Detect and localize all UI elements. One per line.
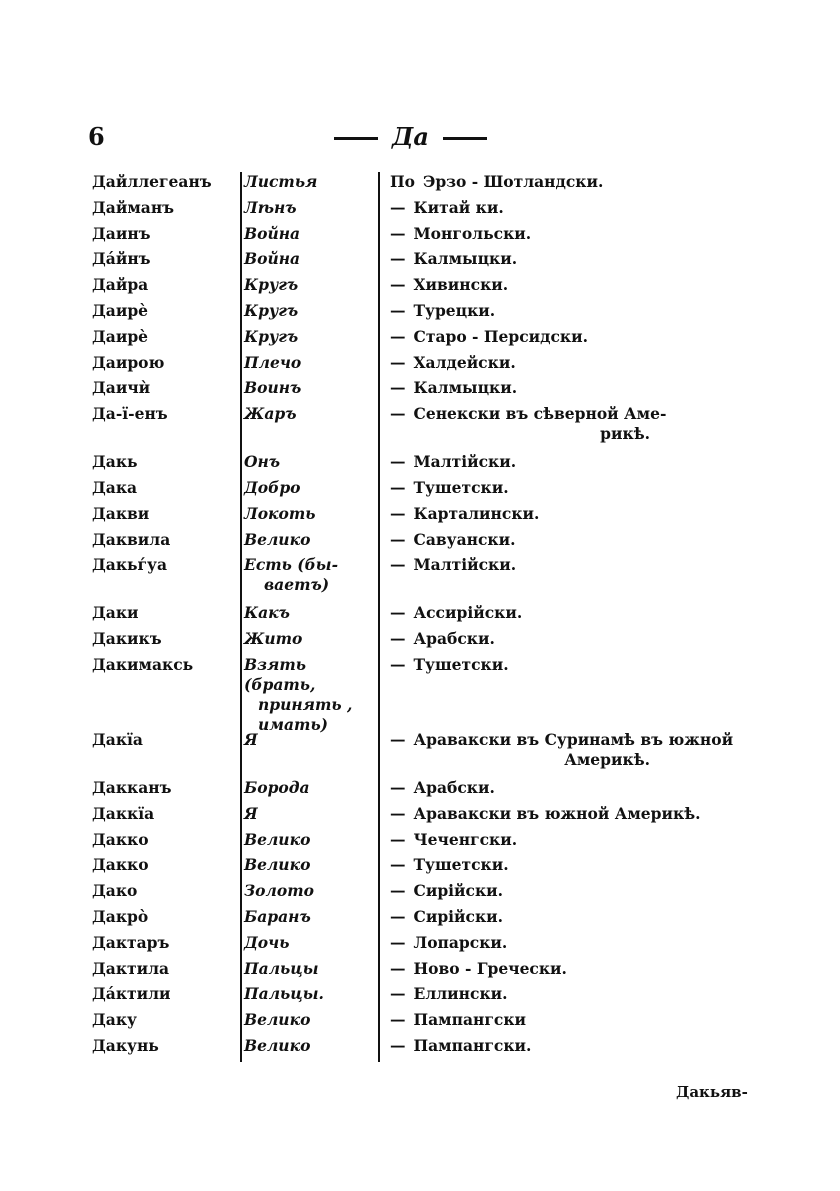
entry-language <box>390 378 760 398</box>
entry-language-text: Пампангски <box>413 1010 527 1030</box>
entry-word: Дайра <box>92 275 149 295</box>
entry-language-text: Аравакски въ Суринамѣ въ южной <box>413 729 734 749</box>
entry-language-text: Арабски. <box>413 629 495 649</box>
entry-dash: — <box>390 378 406 398</box>
entry-word: Дактаръ <box>92 932 170 952</box>
entry-row <box>0 601 840 627</box>
entry-meaning: Велико <box>244 855 311 875</box>
entry-language <box>390 530 760 550</box>
entry-language-continuation: рикѣ. <box>600 424 650 444</box>
entry-language-text: Монгольски. <box>413 223 532 243</box>
entry-row <box>0 325 840 351</box>
head-rule-left <box>334 137 378 140</box>
entry-language <box>390 224 760 244</box>
entry-language <box>390 275 760 295</box>
entry-meaning: Я <box>244 729 258 749</box>
entry-row <box>0 1008 840 1034</box>
entry-language <box>390 1036 760 1056</box>
entry-language-text: Калмыцки. <box>413 378 518 398</box>
entry-word: Даинъ <box>92 223 151 243</box>
entry-language <box>390 452 760 472</box>
entry-dash: — <box>390 881 406 901</box>
entry-row <box>0 853 840 879</box>
entry-language-text: Тушетски. <box>413 654 509 674</box>
entry-meaning <box>244 655 374 735</box>
entry-word: Даккїа <box>92 803 155 823</box>
entry-row <box>0 502 840 528</box>
entry-meaning: Велико <box>244 1035 311 1055</box>
entry-prefix: По <box>390 172 415 191</box>
head-rule-right <box>443 137 487 140</box>
entry-meaning: Кругъ <box>244 275 299 295</box>
entry-dash: — <box>390 603 406 623</box>
entry-meaning: Лѣнъ <box>244 197 297 217</box>
entry-dash: — <box>390 275 406 295</box>
entry-row <box>0 376 840 402</box>
entry-meaning: Велико <box>244 1010 311 1030</box>
entry-dash: — <box>390 300 406 320</box>
page-number: 6 <box>88 122 105 151</box>
entry-meaning: Локоть <box>244 503 316 523</box>
entry-language <box>390 907 760 927</box>
dictionary-entries <box>0 170 840 1060</box>
entry-dash: — <box>390 326 406 346</box>
entry-word: Дакканъ <box>92 777 172 797</box>
entry-row <box>0 273 840 299</box>
entry-language <box>390 933 760 953</box>
entry-dash: — <box>390 503 406 523</box>
entry-meaning <box>244 555 374 595</box>
entry-meaning: Баранъ <box>244 906 311 926</box>
entry-meaning: Добро <box>244 477 301 497</box>
entry-language <box>390 1010 760 1030</box>
entry-row <box>0 170 840 196</box>
entry-language <box>390 984 760 1004</box>
entry-meaning: Дочь <box>244 932 290 952</box>
entry-row <box>0 247 840 273</box>
entry-language-text: Сенекски въ сѣверной Аме- <box>413 404 667 424</box>
entry-language-text: Еллински. <box>413 984 508 1004</box>
entry-dash: — <box>390 555 406 575</box>
entry-language <box>390 249 760 269</box>
entry-dash: — <box>390 529 406 549</box>
entry-meaning: Золото <box>244 881 314 901</box>
entry-row <box>0 1034 840 1060</box>
entry-language-text: Турецки. <box>413 300 496 320</box>
entry-meaning-line: Есть (бы- <box>244 555 339 575</box>
entry-meaning: Пальцы <box>244 958 319 978</box>
entry-meaning: Жито <box>244 629 303 649</box>
entry-word: Дако <box>92 881 138 901</box>
entry-dash: — <box>390 729 406 749</box>
entry-word: Дакко <box>92 855 149 875</box>
entry-row <box>0 476 840 502</box>
entry-language <box>390 629 760 649</box>
entry-dash: — <box>390 906 406 926</box>
entry-row <box>0 931 840 957</box>
entry-language <box>390 327 760 347</box>
entry-language-text: Малтійски. <box>413 452 517 472</box>
entry-word: Даку <box>92 1010 137 1030</box>
entry-dash: — <box>390 855 406 875</box>
entry-language <box>390 478 760 498</box>
entry-language-text: Китай ки. <box>413 197 504 217</box>
entry-meaning-continuation: ваетъ) <box>264 575 330 595</box>
entry-row <box>0 351 840 377</box>
entry-language-text: Калмыцки. <box>413 249 518 269</box>
entry-word: Да́йнъ <box>92 249 151 269</box>
entry-language-text: Аравакски въ южной Америкѣ. <box>413 803 701 823</box>
entry-language <box>390 504 760 524</box>
entry-word: Дакрὸ <box>92 906 149 926</box>
entry-meaning: Борода <box>244 777 310 797</box>
entry-language <box>390 655 760 675</box>
entry-dash: — <box>390 223 406 243</box>
entry-language <box>390 881 760 901</box>
entry-language-text: Арабски. <box>413 777 495 797</box>
entry-language-text: Малтійски. <box>413 555 517 575</box>
entry-dash: — <box>390 958 406 978</box>
entry-dash: — <box>390 654 406 674</box>
entry-word: Дака <box>92 477 138 497</box>
entry-dash: — <box>390 932 406 952</box>
entry-dash: — <box>390 1035 406 1055</box>
entry-meaning: Война <box>244 249 301 269</box>
entry-meaning: Кругъ <box>244 300 299 320</box>
running-head-text: Да <box>392 122 429 151</box>
entry-language <box>390 404 760 444</box>
entry-row <box>0 728 840 776</box>
entry-language <box>390 804 760 824</box>
entry-word: Дайманъ <box>92 197 175 217</box>
entry-word: Даирѐ <box>92 326 149 346</box>
entry-language-text: Халдейски. <box>413 352 516 372</box>
entry-meaning: Какъ <box>244 603 290 623</box>
entry-word: Дакикъ <box>92 629 162 649</box>
entry-language <box>390 778 760 798</box>
entry-meaning: Война <box>244 223 301 243</box>
entry-meaning: Велико <box>244 829 311 849</box>
entry-language <box>390 172 760 192</box>
entry-dash: — <box>390 452 406 472</box>
entry-row <box>0 905 840 931</box>
entry-language-text: Савуански. <box>413 529 516 549</box>
entry-meaning-continuation: принять , <box>258 694 353 714</box>
entry-language <box>390 959 760 979</box>
catchword: Дакьяв- <box>676 1083 748 1101</box>
entry-meaning: Листья <box>244 172 318 191</box>
entry-row <box>0 553 840 601</box>
entry-language-text: Хивински. <box>413 275 509 295</box>
entry-dash: — <box>390 404 406 424</box>
entry-language-text: Ассирійски. <box>413 603 523 623</box>
entry-dash: — <box>390 352 406 372</box>
entry-language-text: Лопарски. <box>413 932 508 952</box>
entry-row <box>0 299 840 325</box>
entry-meaning: Воинъ <box>244 378 302 398</box>
entry-meaning: Пальцы. <box>244 984 324 1004</box>
entry-language-text: Сирійски. <box>413 906 504 926</box>
entry-word: Дайллегеанъ <box>92 172 212 191</box>
entry-meaning: Велико <box>244 529 311 549</box>
entry-word: Дакимаксь <box>92 654 194 674</box>
entry-language-text: Ново - Гречески. <box>413 958 567 978</box>
entry-row <box>0 196 840 222</box>
entry-word: Даирою <box>92 352 165 372</box>
entry-row <box>0 828 840 854</box>
entry-dash: — <box>390 629 406 649</box>
entry-dash: — <box>390 197 406 217</box>
entry-word: Даквила <box>92 529 171 549</box>
entry-language-text: Тушетски. <box>413 855 509 875</box>
entry-language-continuation: Америкѣ. <box>564 749 650 769</box>
entry-word: Дакунь <box>92 1035 159 1055</box>
entry-language-text: Тушетски. <box>413 477 509 497</box>
entry-dash: — <box>390 777 406 797</box>
entry-dash: — <box>390 984 406 1004</box>
entry-row <box>0 450 840 476</box>
entry-word: Дакь <box>92 452 138 472</box>
entry-language-text: Старо - Персидски. <box>413 326 589 346</box>
entry-meaning-line: Взять (брать, <box>244 654 316 694</box>
entry-word: Даки <box>92 603 139 623</box>
entry-language <box>390 353 760 373</box>
entry-language <box>390 555 760 575</box>
entry-meaning: Жаръ <box>244 404 297 424</box>
entry-language-text: Эрзо - Шотландски. <box>422 172 604 191</box>
entry-word: Дакко <box>92 829 149 849</box>
entry-word: Дактила <box>92 958 170 978</box>
entry-language-text: Карталински. <box>413 503 540 523</box>
entry-language <box>390 730 760 770</box>
entry-row <box>0 802 840 828</box>
entry-word: Да-ї-енъ <box>92 404 168 424</box>
entry-meaning: Я <box>244 803 258 823</box>
entry-row <box>0 957 840 983</box>
entry-row <box>0 528 840 554</box>
entry-word: Дакїа <box>92 729 143 749</box>
entry-language <box>390 198 760 218</box>
entry-row <box>0 776 840 802</box>
entry-dash: — <box>390 477 406 497</box>
entry-language <box>390 855 760 875</box>
entry-dash: — <box>390 249 406 269</box>
entry-row <box>0 402 840 450</box>
entry-row <box>0 982 840 1008</box>
entry-meaning: Плечо <box>244 352 302 372</box>
entry-word: Дакви <box>92 503 150 523</box>
entry-language-text: Сирійски. <box>413 881 504 901</box>
entry-row <box>0 627 840 653</box>
entry-word: Даичѝ <box>92 378 151 398</box>
entry-dash: — <box>390 829 406 849</box>
entry-language <box>390 301 760 321</box>
entry-word: Даирѐ <box>92 300 149 320</box>
entry-row <box>0 222 840 248</box>
entry-language-text: Чеченгски. <box>413 829 518 849</box>
entry-word: Дакьѓуа <box>92 555 168 575</box>
running-head <box>320 122 501 151</box>
entry-row <box>0 879 840 905</box>
entry-language <box>390 603 760 623</box>
entry-word: Да́ктили <box>92 984 171 1004</box>
entry-row <box>0 653 840 734</box>
entry-dash: — <box>390 803 406 823</box>
entry-meaning: Кругъ <box>244 326 299 346</box>
entry-meaning-continuation: имать) <box>258 714 329 734</box>
entry-language-text: Пампангски. <box>413 1035 532 1055</box>
entry-dash: — <box>390 1010 406 1030</box>
entry-language <box>390 830 760 850</box>
entry-meaning: Онъ <box>244 452 281 472</box>
